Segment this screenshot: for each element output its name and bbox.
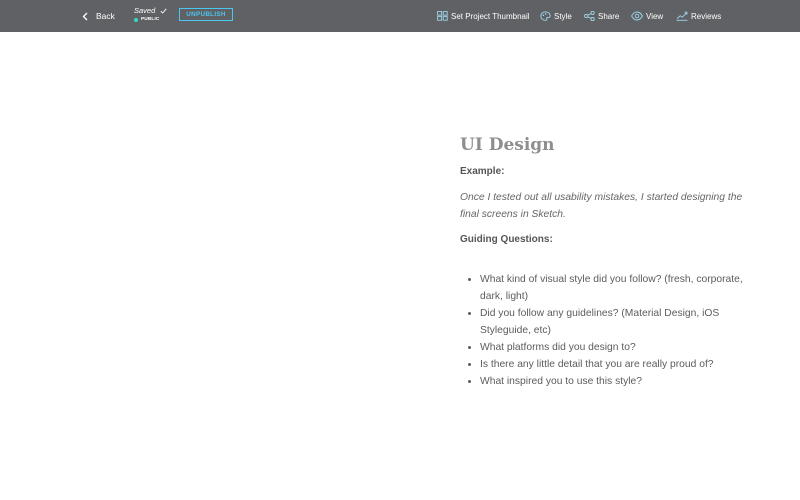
eye-icon [631, 11, 643, 21]
view-button[interactable] [631, 10, 663, 22]
back-button[interactable] [82, 9, 115, 23]
save-status [134, 6, 174, 23]
top-toolbar [0, 0, 800, 32]
view-label: View [646, 11, 664, 21]
reviews-label: Reviews [691, 11, 722, 21]
chevron-left-icon [82, 12, 88, 21]
saved-label: Saved [134, 6, 156, 15]
guiding-questions-list [460, 271, 750, 390]
list-item: • Is there any little detail that you are really proud of? [480, 356, 750, 373]
style-button[interactable] [540, 10, 572, 22]
list-item: • Did you follow any guidelines? (Material Design, iOS Styleguide, etc) [480, 305, 750, 339]
style-label: Style [554, 11, 572, 21]
checkmark-icon [160, 8, 167, 14]
set-project-thumbnail-label: Set Project Thumbnail [451, 11, 530, 21]
back-label: Back [96, 11, 115, 21]
list-item: • What platforms did you design to? [480, 339, 750, 356]
guiding-questions-label: Guiding Questions: [460, 234, 553, 245]
saved-indicator [134, 6, 174, 15]
share-label: Share [598, 11, 620, 21]
share-button[interactable] [584, 10, 619, 22]
section-content [460, 133, 750, 390]
set-project-thumbnail-button[interactable] [437, 10, 530, 22]
visibility-label: PUBLIC [141, 17, 160, 22]
share-icon [584, 11, 595, 21]
list-item: • What inspired you to use this style? [480, 373, 750, 390]
section-title: UI Design [460, 135, 555, 155]
example-label: Example: [460, 166, 505, 177]
status-dot-icon [134, 18, 138, 22]
unpublish-button[interactable]: UNPUBLISH [179, 8, 233, 21]
example-text: Once I tested out all usability mistakes, I started designing the final screens in Sketch. [460, 192, 743, 220]
reviews-icon [676, 11, 688, 21]
visibility-status [134, 17, 174, 23]
reviews-button[interactable] [676, 10, 721, 22]
thumbnail-grid-icon [437, 11, 448, 21]
list-item: • What kind of visual style did you follow? (fresh, corporate, dark, light) [480, 271, 750, 305]
palette-icon [540, 11, 551, 21]
